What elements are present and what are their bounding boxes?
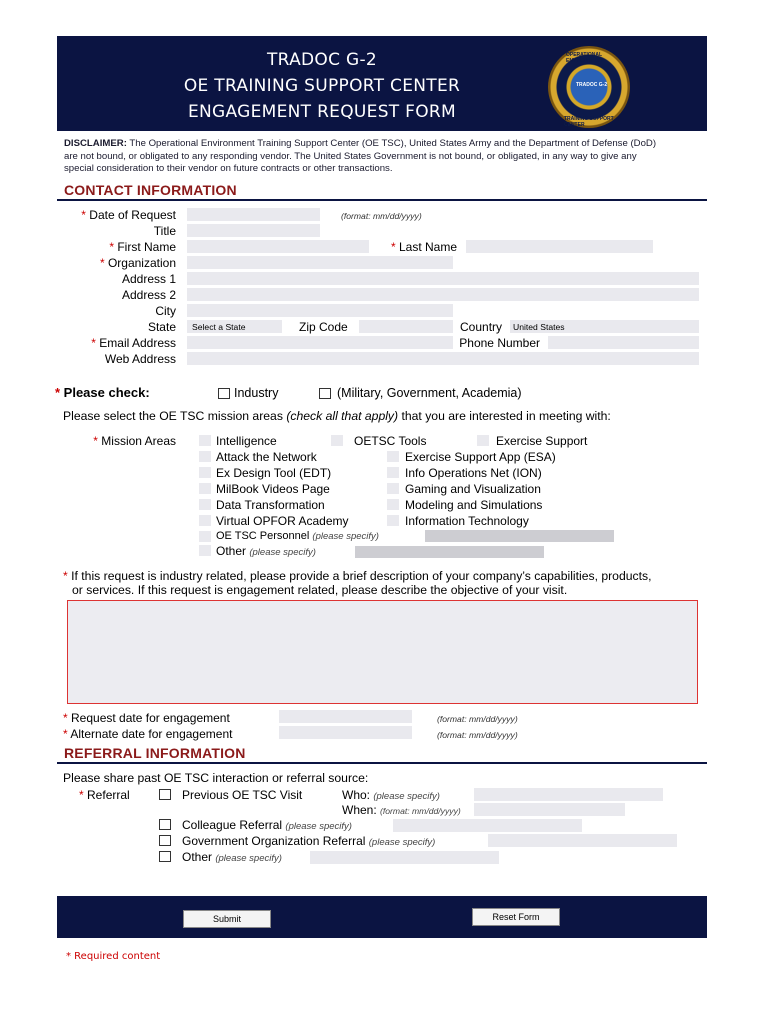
mission-option: Info Operations Net (ION) — [405, 466, 542, 480]
referral-other-label: Other (please specify) — [182, 850, 282, 864]
date-of-request-label: * Date of Request — [81, 208, 176, 222]
mission-option: Modeling and Simulations — [405, 498, 543, 512]
mission-option: OETSC Tools — [354, 434, 427, 448]
mission-checkbox[interactable] — [199, 515, 211, 526]
mission-areas-label: * Mission Areas — [93, 434, 176, 448]
previous-visit-label: Previous OE TSC Visit — [182, 788, 303, 802]
web-address-label: Web Address — [104, 352, 176, 366]
personnel-specify-input[interactable] — [425, 530, 614, 542]
section-divider — [57, 762, 707, 764]
state-select-value: Select a State — [192, 322, 246, 332]
gov-org-checkbox[interactable] — [159, 835, 171, 846]
reset-form-button[interactable]: Reset Form — [472, 908, 560, 926]
gov-org-label: Government Organization Referral (please specify) — [182, 834, 436, 848]
phone-input[interactable] — [548, 336, 699, 349]
title-label: Title — [153, 224, 176, 238]
mission-checkbox[interactable] — [387, 451, 399, 462]
please-check-label: * Please check: — [55, 385, 150, 400]
mission-checkbox[interactable] — [387, 515, 399, 526]
city-input[interactable] — [187, 304, 453, 317]
email-label: * Email Address — [91, 336, 176, 350]
alternate-date-label: * Alternate date for engagement — [63, 727, 233, 741]
zip-label: Zip Code — [299, 320, 348, 334]
referral-other-input[interactable] — [310, 851, 499, 864]
mission-checkbox[interactable] — [199, 499, 211, 510]
request-date-input[interactable] — [279, 710, 412, 723]
description-prompt-1: * If this request is industry related, please provide a brief description of your company’s capabilities, products, — [63, 569, 652, 583]
request-date-label: * Request date for engagement — [63, 711, 230, 725]
header-title-3: ENGAGEMENT REQUEST FORM — [187, 102, 457, 122]
disclaimer: DISCLAIMER: The Operational Environment Training Support Center (OE TSC), United States Army and the Department of Defense (DoD) are not bound, or obligated to any responding vendor. The United States Government is not bound, or obligated, in any way to give any special consideration to their vendor on future contracts or other transactions. — [64, 138, 657, 174]
city-label: City — [155, 304, 176, 318]
section-divider — [57, 199, 707, 201]
colleague-input[interactable] — [393, 819, 582, 832]
alternate-date-hint: (format: mm/dd/yyyy) — [437, 730, 518, 740]
mission-checkbox[interactable] — [199, 451, 211, 462]
referral-label: * Referral — [79, 788, 130, 802]
who-input[interactable] — [474, 788, 663, 801]
first-name-label: * First Name — [109, 240, 176, 254]
country-select-value: United States — [513, 322, 565, 332]
mission-option: Gaming and Visualization — [405, 482, 541, 496]
first-name-input[interactable] — [187, 240, 369, 253]
last-name-label: * Last Name — [390, 240, 457, 254]
mission-checkbox[interactable] — [387, 467, 399, 478]
gov-org-input[interactable] — [488, 834, 677, 847]
colleague-label: Colleague Referral (please specify) — [182, 818, 352, 832]
mission-option: Ex Design Tool (EDT) — [216, 466, 332, 480]
personnel-option: OE TSC Personnel (please specify) — [216, 530, 379, 542]
request-date-hint: (format: mm/dd/yyyy) — [437, 714, 518, 724]
organization-input[interactable] — [187, 256, 453, 269]
mission-checkbox[interactable] — [199, 531, 211, 542]
organization-label: * Organization — [99, 256, 176, 270]
other-specify-input[interactable] — [355, 546, 544, 558]
industry-label: Industry — [234, 386, 279, 400]
header-title-2: OE TRAINING SUPPORT CENTER — [183, 76, 461, 96]
referral-prompt: Please share past OE TSC interaction or referral source: — [63, 771, 369, 785]
submit-button[interactable]: Submit — [183, 910, 271, 928]
web-address-input[interactable] — [187, 352, 699, 365]
who-label: Who: (please specify) — [342, 788, 440, 802]
mission-option: Information Technology — [405, 514, 529, 528]
address1-label: Address 1 — [121, 272, 176, 286]
zip-input[interactable] — [359, 320, 453, 333]
last-name-input[interactable] — [466, 240, 653, 253]
industry-checkbox[interactable] — [218, 388, 230, 399]
description-textarea[interactable] — [67, 600, 698, 704]
mission-option: Exercise Support — [496, 434, 588, 448]
referral-other-checkbox[interactable] — [159, 851, 171, 862]
when-input[interactable] — [474, 803, 625, 816]
mission-checkbox[interactable] — [331, 435, 343, 446]
mission-option: Exercise Support App (ESA) — [405, 450, 556, 464]
mission-prompt: Please select the OE TSC mission areas (check all that apply) that you are interested in meeting with: — [63, 409, 611, 423]
date-of-request-input[interactable] — [187, 208, 320, 221]
address2-label: Address 2 — [121, 288, 176, 302]
address2-input[interactable] — [187, 288, 699, 301]
mission-checkbox[interactable] — [199, 467, 211, 478]
mission-checkbox[interactable] — [387, 499, 399, 510]
alternate-date-input[interactable] — [279, 726, 412, 739]
address1-input[interactable] — [187, 272, 699, 285]
mission-option: Data Transformation — [216, 498, 325, 512]
referral-section-title: REFERRAL INFORMATION — [64, 745, 246, 761]
contact-section-title: CONTACT INFORMATION — [64, 182, 237, 198]
mission-option: Attack the Network — [216, 450, 317, 464]
mission-checkbox[interactable] — [199, 435, 211, 446]
date-format-hint: (format: mm/dd/yyyy) — [341, 211, 422, 221]
description-prompt-2: or services. If this request is engagement related, please describe the objective of your visit. — [72, 583, 568, 597]
other-option: Other (please specify) — [216, 544, 316, 558]
previous-visit-checkbox[interactable] — [159, 789, 171, 800]
military-checkbox[interactable] — [319, 388, 331, 399]
mission-option: Intelligence — [216, 434, 277, 448]
mission-checkbox[interactable] — [199, 545, 211, 556]
military-label: (Military, Government, Academia) — [337, 386, 522, 400]
header-title-1: TRADOC G-2 — [266, 50, 377, 70]
mission-checkbox[interactable] — [477, 435, 489, 446]
phone-label: Phone Number — [459, 336, 540, 350]
state-label: State — [147, 320, 176, 334]
oe-tsc-seal-logo: OPERATIONAL ENVIRONMENT TRADOC G-2 TRAINING SUPPORT CENTER — [548, 46, 630, 128]
email-input[interactable] — [187, 336, 453, 349]
title-input[interactable] — [187, 224, 320, 237]
colleague-checkbox[interactable] — [159, 819, 171, 830]
required-content-note: * Required content — [66, 951, 161, 962]
form-footer — [57, 896, 707, 938]
mission-option: Virtual OPFOR Academy — [216, 514, 349, 528]
mission-option: MilBook Videos Page — [216, 482, 330, 496]
country-label: Country — [460, 320, 503, 334]
when-label: When: (format: mm/dd/yyyy) — [342, 803, 461, 817]
mission-checkbox[interactable] — [199, 483, 211, 494]
mission-checkbox[interactable] — [387, 483, 399, 494]
